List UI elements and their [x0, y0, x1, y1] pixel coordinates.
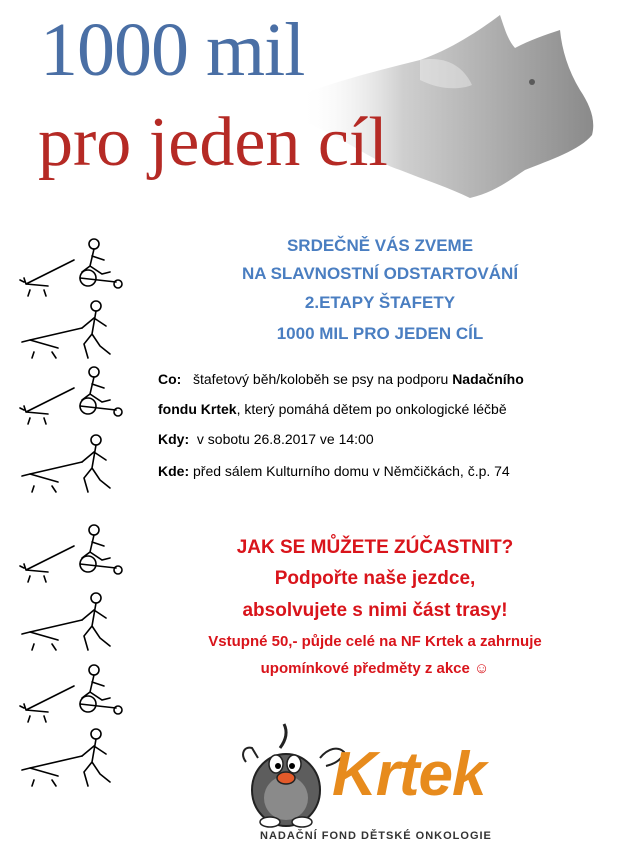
kde-text: před sálem Kulturního domu v Němčičkách, č.p. 74	[193, 463, 510, 479]
dog-cart-figure	[18, 232, 128, 302]
co-text-1: štafetový běh/koloběh se psy na podporu	[193, 371, 453, 387]
kdy-label: Kdy:	[158, 431, 190, 447]
title-line-1: 1000 mil	[40, 8, 305, 92]
co-text-2: , který pomáhá dětem po onkologické léčbě	[236, 401, 507, 417]
invitation-line-4: 1000 MIL PRO JEDEN CÍL	[276, 324, 484, 343]
participate-line-4: upomínkové předměty z akce ☺	[260, 660, 490, 677]
krtek-logo-text: Krtek	[332, 740, 486, 809]
participate-line-3: Vstupné 50,- půjde celé na NF Krtek a zahrnuje	[208, 633, 542, 650]
dog-cart-figure	[18, 518, 128, 588]
invitation-line-3: 2.ETAPY ŠTAFETY	[304, 293, 456, 312]
kdy-text: v sobotu 26.8.2017 ve 14:00	[196, 431, 374, 447]
co-label: Co:	[158, 371, 182, 387]
invitation-line-1: SRDEČNĚ VÁS ZVEME	[286, 236, 474, 255]
participate-line-2: absolvujete s nimi část trasy!	[242, 600, 508, 621]
dog-runner-figure	[18, 296, 128, 366]
dog-runner-figure	[18, 430, 128, 500]
dog-cart-figure	[18, 360, 128, 430]
title-line-2: pro jeden cíl	[38, 104, 388, 181]
detail-co-line-1	[158, 371, 524, 387]
detail-kde	[158, 463, 510, 479]
participate-heading: JAK SE MŮŽETE ZÚČASTNIT?	[236, 537, 514, 558]
participate-line-1: Podpořte naše jezdce,	[274, 568, 476, 589]
krtek-tagline: NADAČNÍ FOND DĚTSKÉ ONKOLOGIE	[260, 830, 492, 842]
dog-runner-figure	[18, 724, 128, 794]
dog-runner-figure	[18, 588, 128, 658]
detail-co-line-2	[158, 401, 507, 417]
dog-cart-figure	[18, 658, 128, 728]
detail-kdy	[158, 431, 374, 447]
invitation-line-2: NA SLAVNOSTNÍ ODSTARTOVÁNÍ	[241, 264, 519, 283]
kde-label: Kde:	[158, 463, 190, 479]
co-bold-2: fondu Krtek	[158, 401, 237, 417]
co-bold-1: Nadačního	[452, 371, 524, 387]
